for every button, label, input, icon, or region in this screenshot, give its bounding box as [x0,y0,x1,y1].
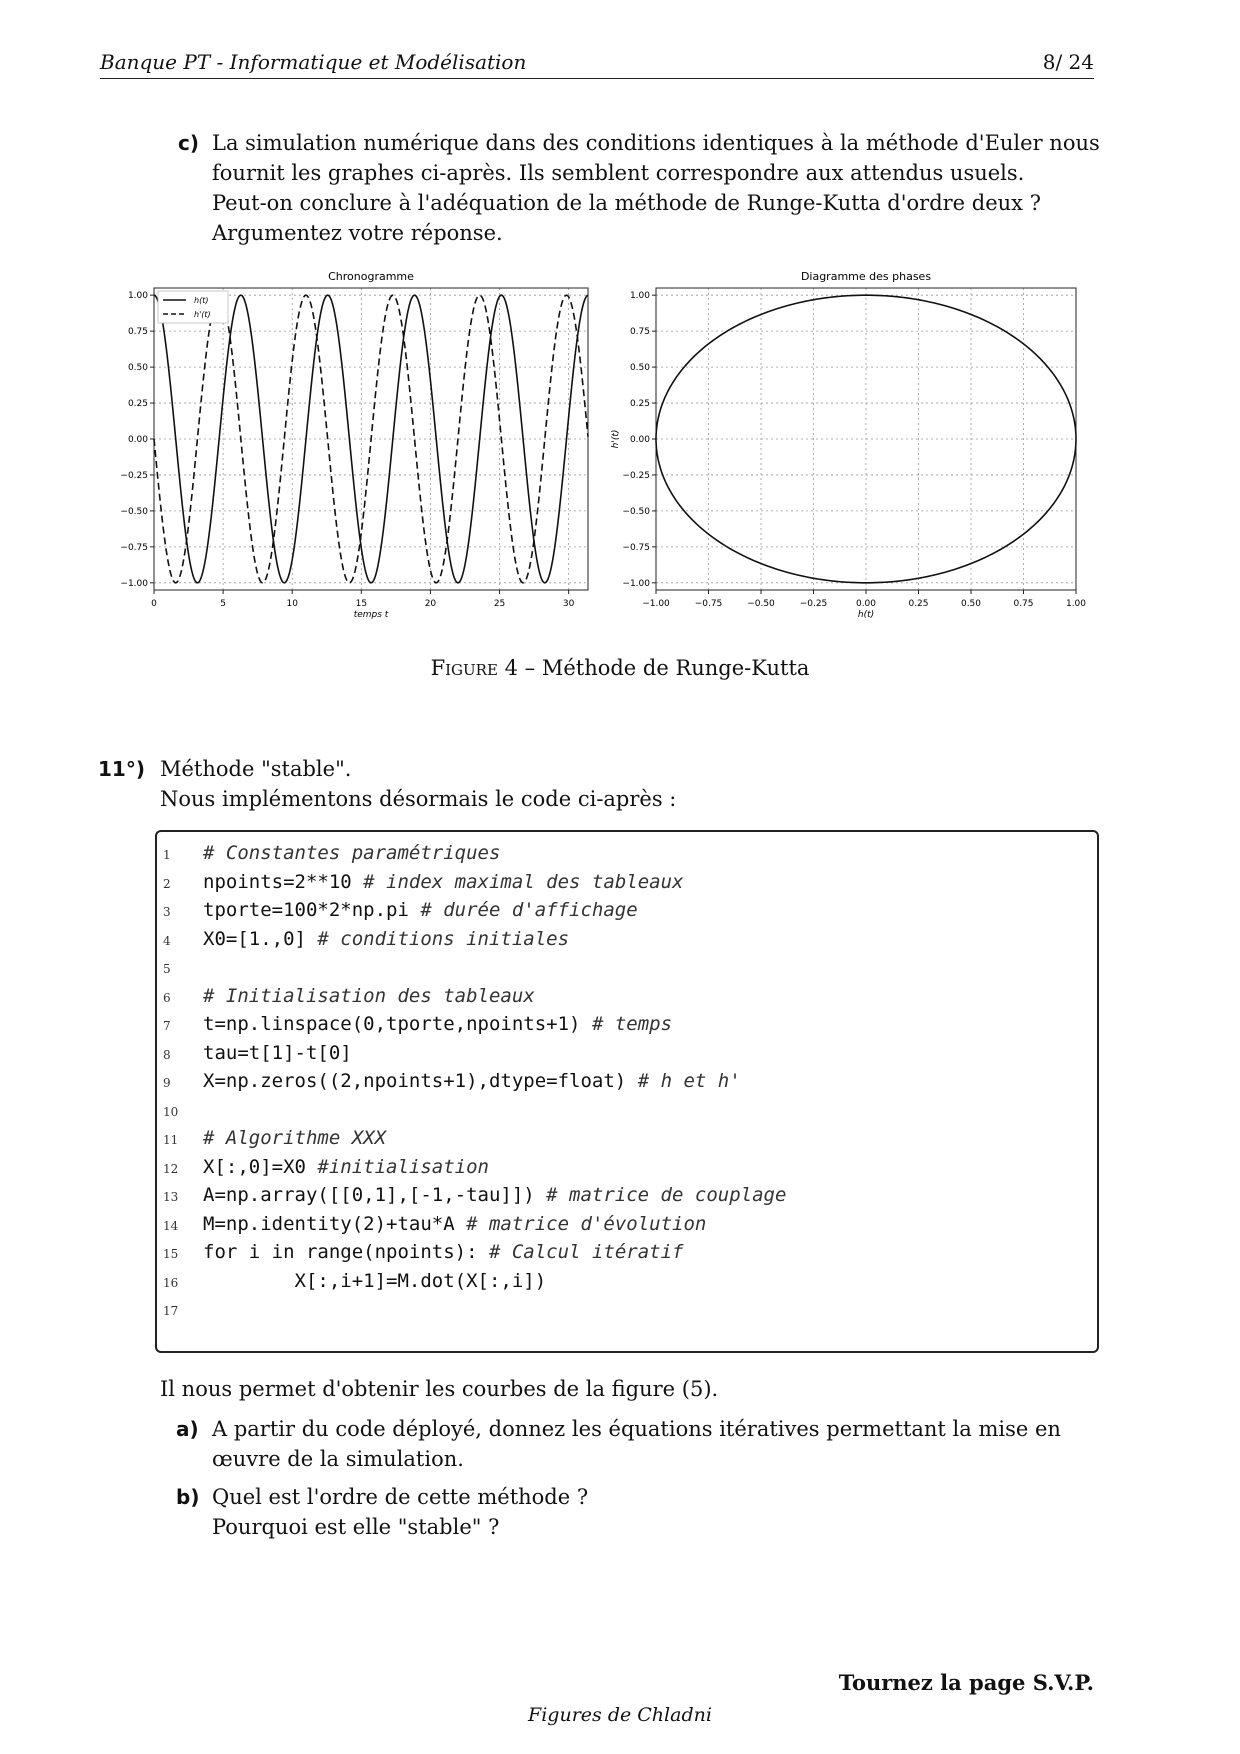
y-tick-label: 0.00 [127,435,148,445]
code-text: M=np.identity(2)+tau*A [203,1212,467,1235]
question-number: 11°) [98,757,145,781]
question-b-text [212,1482,1102,1542]
code-line [203,899,638,921]
code-comment: # durée d'affichage [420,899,638,921]
code-comment: # matrice d'évolution [466,1212,707,1235]
code-line [203,842,500,864]
x-tick-label: 20 [424,599,437,609]
chart-title: Chronogramme [328,270,414,283]
footer-title: Figures de Chladni [528,1704,712,1726]
code-line-number: 1 [163,848,171,862]
code-line-number: 9 [163,1076,171,1090]
code-line-number: 13 [163,1190,179,1204]
code-comment: # matrice de couplage [546,1184,787,1206]
x-tick-label: 0.00 [855,599,877,609]
code-comment: #initialisation [317,1155,489,1178]
code-line-number: 4 [163,933,171,948]
x-tick-label: 15 [355,599,368,609]
y-tick-label: 0.50 [629,363,650,374]
question-a-text [212,1414,1102,1474]
y-tick-label: −1.00 [622,578,650,589]
code-line-number: 8 [163,1047,171,1062]
code-text: npoints=2**10 [203,870,364,893]
code-text: X=np.zeros((2,npoints+1),dtype=float) [203,1070,638,1092]
turn-page-note: Tournez la page S.V.P. [838,1670,1094,1695]
legend-label-h: h(t) [194,296,209,305]
section-c-text [212,128,1102,248]
code-text: X[:,0]=X0 [203,1155,318,1178]
code-line-number: 17 [163,1304,179,1318]
legend-label-hprime: h'(t) [194,310,211,319]
code-line [203,871,683,893]
code-line [203,1241,683,1263]
x-tick-label: 0 [151,599,157,609]
code-line [203,1127,386,1149]
code-text: A=np.array([[0,1],[-1,-tau]]) [203,1184,547,1206]
question-title: Méthode "stable". [160,757,352,781]
question-intro: Nous implémentons désormais le code ci-après : [160,787,677,811]
code-text: tporte=100*2*np.pi [203,899,421,921]
y-tick-label: −0.25 [120,470,148,481]
x-axis-label: temps t [353,610,389,620]
question-a-line: A partir du code déployé, donnez les équations itératives permettant la mise en [212,1417,1061,1441]
y-tick-label: 0.25 [127,399,148,410]
code-comment: # Initialisation des tableaux [203,984,535,1007]
y-tick-label: −0.25 [622,470,650,481]
code-line-number: 7 [163,1019,171,1033]
code-line [203,928,569,950]
code-comment: # Calcul itératif [488,1241,684,1263]
code-text: t=np.linspace(0,tporte,npoints+1) [203,1013,592,1035]
section-c-line: Argumentez votre réponse. [212,221,503,245]
code-line [203,1270,546,1292]
x-axis-label: h(t) [857,610,875,620]
section-c-line: Peut-on conclure à l'adéquation de la méthode de Runge-Kutta d'ordre deux ? [212,191,1041,215]
y-tick-label: −1.00 [120,578,148,589]
item-label-c: c) [178,131,199,155]
x-tick-label: 1.00 [1065,599,1087,609]
code-line-number: 5 [163,962,171,976]
x-tick-label: −0.50 [747,599,775,609]
code-line [203,1213,706,1235]
figure-caption [0,656,1240,680]
code-line [203,1042,352,1064]
y-tick-label: −0.75 [622,542,650,553]
code-line-number: 12 [163,1161,179,1176]
y-axis-label: h'(t) [611,429,621,449]
code-text: X[:,i+1]=M.dot(X[:,i]) [203,1269,547,1292]
code-line [203,1070,741,1092]
code-line-number: 2 [163,876,171,891]
code-comment: # temps [591,1013,673,1035]
x-tick-label: 25 [493,599,506,609]
item-label-b: b) [176,1485,200,1509]
x-tick-label: 0.75 [1013,599,1034,609]
x-tick-label: −0.75 [694,599,723,609]
y-tick-label: 0.25 [629,399,650,410]
code-text: X0=[1.,0] [203,927,318,950]
x-tick-label: 0.25 [908,599,929,609]
chart-title: Diagramme des phases [800,270,932,283]
y-tick-label: −0.50 [622,506,650,517]
x-tick-label: 5 [220,599,226,609]
y-tick-label: 0.75 [629,327,650,338]
figure-caption-prefix: Figure 4 [430,656,518,680]
y-tick-label: 0.50 [127,363,148,374]
code-line-number: 16 [163,1275,179,1290]
x-tick-label: 0.50 [960,599,982,609]
page-header [100,50,1094,79]
code-text: tau=t[1]-t[0] [203,1041,352,1064]
x-tick-label: −1.00 [642,599,670,609]
legend-box [158,291,228,323]
section-c-line: La simulation numérique dans des conditions identiques à la méthode d'Euler nous [212,131,1100,155]
code-line-number: 11 [163,1133,179,1147]
y-tick-label: 0.00 [629,435,650,445]
question-b-line: Pourquoi est elle "stable" ? [212,1515,500,1539]
y-tick-label: −0.50 [120,506,148,517]
question-b-line: Quel est l'ordre de cette méthode ? [212,1485,589,1509]
code-comment: # Constantes paramétriques [203,842,501,864]
code-line-number: 6 [163,990,171,1005]
code-comment: # index maximal des tableaux [363,870,684,893]
x-tick-label: 30 [562,599,575,609]
code-listing [155,830,1099,1353]
x-tick-label: −0.25 [799,599,828,609]
code-comment: # conditions initiales [317,927,570,950]
y-tick-label: 1.00 [629,291,650,302]
code-comment: # h et h' [637,1070,741,1092]
code-text: for i in range(npoints): [203,1241,489,1263]
code-line-number: 10 [163,1104,179,1119]
page-number: 8/ 24 [1042,50,1094,74]
code-line [203,1184,786,1206]
code-line-number: 14 [163,1218,179,1233]
item-label-a: a) [176,1417,199,1441]
code-line [203,1156,489,1178]
question-a-line: œuvre de la simulation. [212,1447,464,1471]
y-tick-label: 1.00 [127,291,148,302]
y-tick-label: −0.75 [120,542,148,553]
code-line [203,1013,672,1035]
figure-caption-text: – Méthode de Runge-Kutta [517,656,810,680]
chronogramme-chart [110,268,600,628]
section-c-line: fournit les graphes ci-après. Ils semblent correspondre aux attendus usuels. [212,161,1025,185]
code-line-number: 3 [163,905,171,919]
code-line [203,985,535,1007]
code-line-number: 15 [163,1247,179,1261]
code-comment: # Algorithme XXX [203,1127,387,1149]
header-title: Banque PT - Informatique et Modélisation [100,50,527,74]
phase-diagram-chart [600,268,1090,628]
after-code-text: Il nous permet d'obtenir les courbes de la figure (5). [160,1377,719,1401]
y-tick-label: 0.75 [127,327,148,338]
x-tick-label: 10 [286,599,298,609]
